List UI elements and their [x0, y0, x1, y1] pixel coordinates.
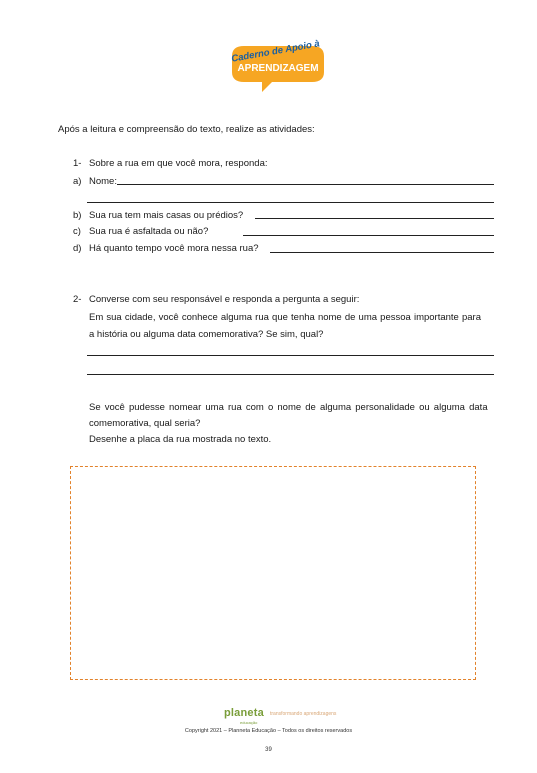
- q2-prompt: Converse com seu responsável e responda a pergunta a seguir:: [89, 294, 360, 305]
- q2-para3: Desenhe a placa da rua mostrada no texto.: [89, 434, 272, 445]
- brand-name: planeta: [224, 707, 264, 719]
- q1-a-answer-line[interactable]: [117, 184, 494, 185]
- q1-number: 1-: [73, 158, 82, 169]
- copyright-text: Copyright 2021 – Planneta Educação – Todos os direitos reservados: [184, 728, 353, 734]
- logo-line2: APRENDIZAGEM: [237, 63, 319, 74]
- q1-d-letter: d): [73, 243, 82, 254]
- drawing-box[interactable]: [70, 466, 476, 680]
- q1-d-answer-line[interactable]: [270, 252, 494, 253]
- caderno-logo: [0, 0, 537, 100]
- q1-c-letter: c): [73, 226, 81, 237]
- q2-line2: a história ou alguma data comemorativa? Se sim, qual?: [89, 329, 324, 340]
- brand-tagline: transformando aprendizagens: [270, 711, 337, 717]
- q1-b-answer-line[interactable]: [255, 218, 494, 219]
- intro-text: Após a leitura e compreensão do texto, realize as atividades:: [58, 124, 315, 135]
- q1-b-letter: b): [73, 210, 82, 221]
- q2-para2: comemorativa, qual seria?: [89, 418, 201, 429]
- q1-prompt: Sobre a rua em que você mora, responda:: [89, 158, 268, 169]
- q1-c-label: Sua rua é asfaltada ou não?: [89, 226, 209, 237]
- q2-number: 2-: [73, 294, 82, 305]
- brand-sub: educação: [240, 720, 258, 725]
- q1-c-answer-line[interactable]: [243, 235, 494, 236]
- q1-a-label: Nome:: [89, 176, 117, 187]
- q1-a-answer-line-2[interactable]: [87, 202, 494, 203]
- q1-d-label: Há quanto tempo você mora nessa rua?: [89, 243, 259, 254]
- q1-a-letter: a): [73, 176, 82, 187]
- q2-line1: Em sua cidade, você conhece alguma rua que tenha nome de uma pessoa importante para: [89, 312, 481, 323]
- logo-line1: Caderno de Apoio à: [230, 38, 321, 65]
- q2-answer-line-2[interactable]: [87, 374, 494, 375]
- q2-para1: Se você pudesse nomear uma rua com o nome de alguma personalidade ou alguma data: [89, 402, 488, 413]
- q1-b-label: Sua rua tem mais casas ou prédios?: [89, 210, 244, 221]
- planeta-logo: [224, 707, 264, 725]
- page-number: 39: [265, 747, 272, 753]
- q2-answer-line-1[interactable]: [87, 355, 494, 356]
